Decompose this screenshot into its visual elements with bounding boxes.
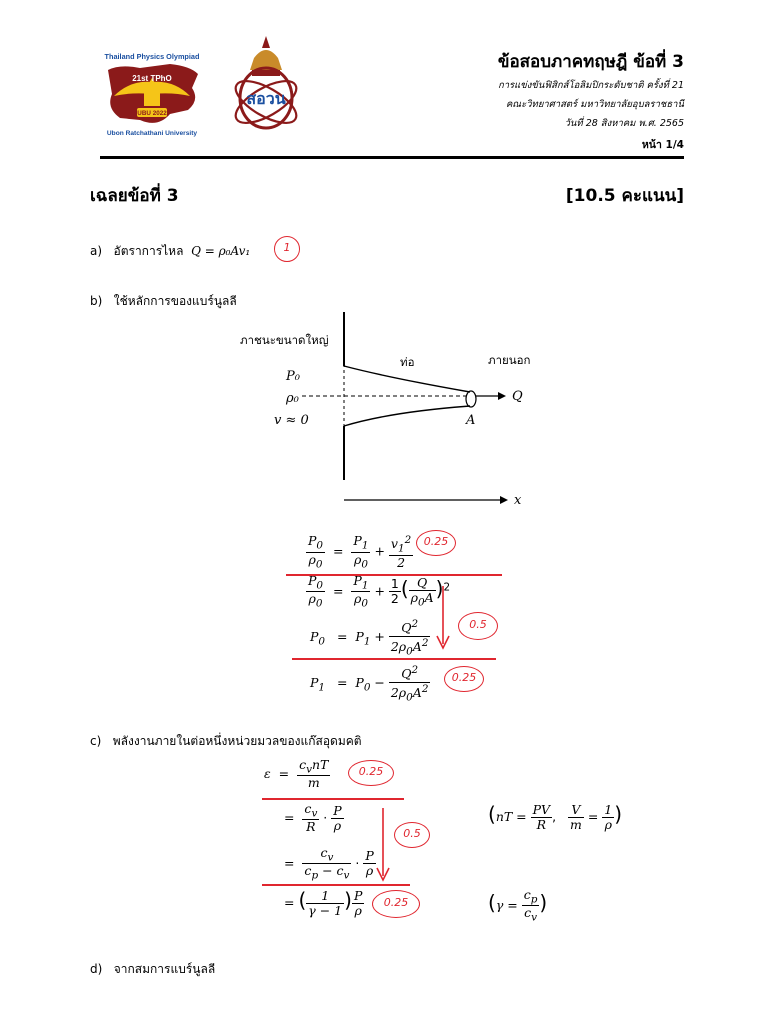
label-v0: v ≈ 0	[274, 413, 309, 428]
label-P0: P₀	[286, 369, 300, 384]
part-a-equation: Q = ρ₀Av₁	[191, 244, 251, 258]
logo-badge: 21st TPhO	[132, 74, 172, 83]
score-c2: 0.5	[394, 822, 430, 848]
logo-sub: UBU 2022	[137, 110, 167, 117]
part-b-text: ใช้หลักการของแบร์นูลลี	[113, 294, 237, 308]
part-c-label: c)	[90, 734, 102, 748]
posn-logo-text: สอวน	[246, 89, 286, 108]
score-c3: 0.25	[372, 890, 420, 918]
posn-logo	[226, 34, 306, 138]
eq-b1: $\frac{P_0}{\rho_0}$ = $\frac{P_1}{\rho_0}$ + $\frac{v_1^2}{2}$	[308, 533, 412, 571]
eq-c3: = $\frac{c_v}{c_p - c_v}$ · $\frac{P}{\rho}$	[284, 845, 374, 882]
derivation-arrow-b	[430, 584, 456, 654]
header-line-2: คณะวิทยาศาสตร์ มหาวิทยาลัยอุบลราชธานี	[505, 99, 684, 110]
label-A: A	[466, 413, 476, 428]
logo-line-bottom: Ubon Ratchathani University	[106, 130, 198, 137]
label-pipe: ท่อ	[400, 355, 415, 369]
tank-pipe-diagram	[230, 308, 560, 518]
part-b	[90, 292, 237, 311]
part-c-text: พลังงานภายในต่อหนึ่งหน่วยมวลของแก๊สอุดมคติ	[112, 734, 362, 748]
derivation-arrow-c	[370, 806, 396, 886]
exam-title: ข้อสอบภาคทฤษฎี ข้อที่ 3	[497, 52, 684, 72]
part-a	[90, 242, 250, 261]
eq-b2: $\frac{P_0}{\rho_0}$ = $\frac{P_1}{\rho_0}$ + $\frac{1}{2}$ ( $\frac{Q}{\rho_0A}$ )$^2$	[308, 573, 451, 610]
score-b2: 0.5	[458, 612, 498, 640]
tpho-logo	[100, 48, 204, 142]
eq-c-note1: (nT = $\frac{PV}{R}$ , $\frac{V}{m}$ = $\frac{1}{\rho}$ )	[488, 801, 623, 832]
solution-title: เฉลยข้อที่ 3	[90, 186, 179, 206]
label-outside: ภายนอก	[488, 353, 531, 367]
step-divider-c1	[262, 798, 404, 800]
eq-c-note2: (γ = $\frac{c_p}{c_v}$ )	[488, 887, 548, 924]
eq-c2: = $\frac{c_v}{R}$ · $\frac{P}{\rho}$	[284, 801, 342, 835]
part-a-text: อัตราการไหล	[113, 244, 184, 258]
header-divider	[100, 156, 684, 159]
page-number: หน้า 1/4	[641, 139, 684, 151]
score-b1: 0.25	[416, 530, 456, 556]
label-Q: Q	[512, 389, 523, 404]
step-divider-c2	[262, 884, 410, 886]
part-b-label: b)	[90, 294, 103, 308]
eq-c1: ε = $\frac{c_vnT}{m}$	[264, 757, 329, 791]
part-a-score: 1	[274, 236, 300, 262]
part-d-text: จากสมการแบร์นูลลี	[113, 962, 216, 976]
part-d-label: d)	[90, 962, 103, 976]
part-a-label: a)	[90, 244, 103, 258]
header-line-3: วันที่ 28 สิงหาคม พ.ศ. 2565	[564, 118, 684, 129]
part-d	[90, 960, 215, 979]
logo-line1: Thailand Physics Olympiad	[104, 52, 200, 61]
eq-c4: = ( $\frac{1}{\gamma - 1}$ ) $\frac{P}{\rho}$	[284, 887, 363, 918]
part-c	[90, 732, 362, 751]
label-container: ภาชนะขนาดใหญ่	[240, 333, 329, 347]
score-c1: 0.25	[348, 760, 394, 786]
eq-b4: $P_1 = P_0$ − $\frac{Q^2}{2\rho_0A^2}$	[310, 664, 429, 704]
label-rho0: ρ₀	[286, 391, 299, 406]
score-b3: 0.25	[444, 666, 484, 692]
step-divider-b2	[292, 658, 496, 660]
eq-b3: $P_0 = P_1$ + $\frac{Q^2}{2\rho_0A^2}$	[310, 618, 429, 658]
header-line-1: การแข่งขันฟิสิกส์โอลิมปิกระดับชาติ ครั้งที่ 21	[497, 80, 684, 91]
label-x-axis: x	[514, 493, 522, 508]
solution-total-score: [10.5 คะแนน]	[565, 186, 684, 206]
